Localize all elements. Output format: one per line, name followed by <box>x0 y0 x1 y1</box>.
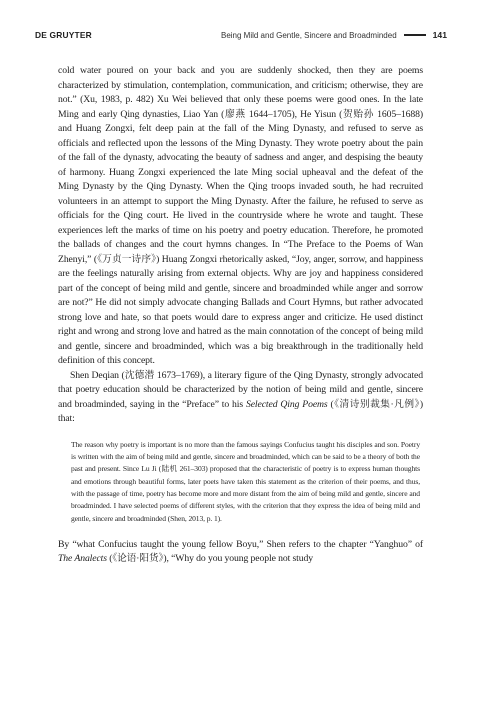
paragraph-text: By “what Confucius taught the young fellow Boyu,” Shen refers to the chapter “Yanghuo” of <box>58 538 423 550</box>
paragraph-xu-wei-huang-zongxi: cold water poured on your back and you are suddenly shocked, then they are poems characterized by stimulation, contemplation, communication, and criticism; otherwise, they are not.” (Xu, 1983, p. 482) Xu Wei believed that only these poems were good ones. In the late Ming and early Qing dynasties, Liao Yan (廖燕 1644–1705), He Yisun (贺贻孙 1605–1688) and Huang Zongxi, felt deep pain at the fall of the Ming Dynasty, and refused to serve as officials and reflected upon the lessons of the Ming Dynasty. They wrote poetry about the pain of the fall of the dynasty, advocating the beauty of sadness and anger, and despising the beauty of harmony. Huang Zongxi experienced the late Ming social upheaval and the defeat of the Ming Dynasty by the Qing Dynasty. When the Qing troops invaded south, he had recruited volunteers in an attempt to support the Ming Dynasty. After the failure, he refused to serve as officials for the Qing court. He lived in the countryside where he wrote and taught. These experiences left the marks of time on his poetry and poetry education. Therefore, he promoted the ballads of changes and the court hymns changes. In “The Preface to the Poems of Wan Zhenyi,” (《万贞一诗序》) Huang Zongxi rhetorically asked, “Joy, anger, sorrow, and happiness are the feelings naturally arising from external objects. Why are joy and happiness considered part of the concept of being mild and gentle, sincere and broadminded while anger and sorrow are not?” He did not simply advocate changing Ballads and Court Hymns, but rather advocated strong love and hate, so that poets would dare to express anger and criticize. He used distinct right and wrong and strong love and hatred as the main connotation of the concept of being mild and gentle, sincere and broadminded, which was a big breakthrough in the traditionally held definition of this concept. <box>58 65 423 366</box>
paragraph-confucius-boyu <box>58 538 423 567</box>
book-title: The Analects <box>58 553 107 565</box>
running-header <box>35 28 447 42</box>
publisher-name: DE GRUYTER <box>35 30 92 40</box>
paragraph-text: (《论语·阳货》), “Why do you young people not study <box>106 553 313 565</box>
paragraph-text: Shen Deqian (沈德潜 1673–1769), a literary figure of the Qing Dynasty, strongly advocated that poetry education should be characterized by the notion of being mild and gentle, sincere and broadminded, saying in the “Preface” to his <box>58 369 423 410</box>
book-title: Selected Qing Poems <box>245 398 328 410</box>
paragraph-text: (《清诗别裁集·凡例》) that: <box>58 398 423 424</box>
header-rule <box>404 34 426 36</box>
body-text <box>58 64 423 567</box>
paragraph-shen-deqian <box>58 369 423 427</box>
block-quote: The reason why poetry is important is no more than the famous sayings Confucius taught his disciples and son. Poetry is written with the aim of being mild and gentle, sincere and broadminded, which can be said to be a theory of both the past and present. Since Lu Ji (陆机 261–303) proposed that the characteristic of poetry is to express human thoughts and emotions through beautiful forms, later poets have taken this statement as the criterion of their poems, and thus, with the passage of time, poetry has become more and more distant from the aim of being mild and gentle, sincere and broadminded. I have selected poems of different styles, with the criterion that they express the idea of being mild and gentle, sincere and broadminded (Shen, 2013, p. 1). <box>71 439 420 523</box>
page-number: 141 <box>432 30 447 40</box>
running-title: Being Mild and Gentle, Sincere and Broadminded <box>220 30 397 40</box>
